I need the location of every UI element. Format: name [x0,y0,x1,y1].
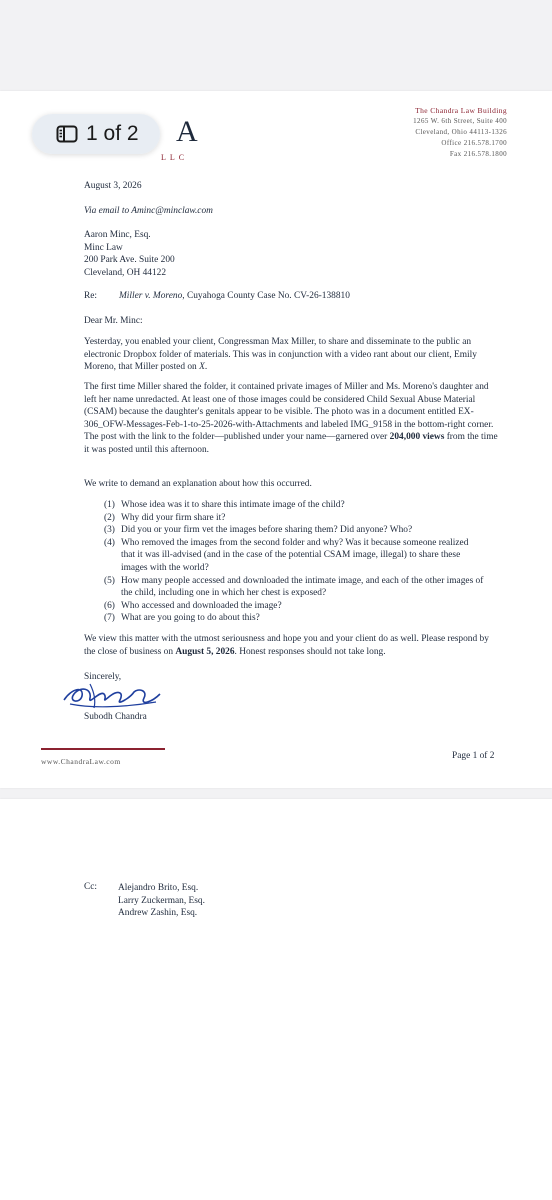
letterhead-address-line-1: 1265 W. 6th Street, Suite 400 [413,117,507,125]
paragraph-1-text: Yesterday, you enabled your client, Congressman Max Miller, to share and disseminate to the public an electronic Dropbox folder of materials. This was in conjunction with a video rant about our client, Emily Moreno, that Miller posted on [84,337,477,373]
question-number: (3) [104,525,115,536]
salutation: Dear Mr. Minc: [84,316,143,326]
recipient-block [84,229,175,279]
recipient-city: Cleveland, OH 44122 [84,267,167,278]
paragraph-1-end: . [204,362,208,373]
recipient-name: Aaron Minc, Esq. [84,230,151,240]
cc-recipient: Andrew Zashin, Esq. [118,908,198,919]
footer-url[interactable]: www.ChandraLaw.com [41,757,121,766]
question-number: (2) [104,512,115,523]
recipient-firm: Minc Law [84,242,123,253]
question-number: (5) [104,575,115,586]
signature-image [60,678,170,714]
re-label: Re: [84,291,98,301]
question-item [104,537,484,575]
question-text: Why did your firm share it? [121,512,226,523]
firm-logo-suffix: LLC [161,153,189,162]
question-item [104,499,484,512]
paragraph-4-deadline: August 5, 2026 [175,646,235,657]
letterhead-address [413,105,507,160]
question-number: (4) [104,537,115,548]
paragraph-4-end: . Honest responses should not take long. [234,646,386,657]
recipient-street: 200 Park Ave. Suite 200 [84,255,175,266]
question-text: What are you going to do about this? [121,613,260,624]
letterhead-office-phone: Office 216.578.1700 [441,139,507,147]
footer-rule [41,748,165,750]
paragraph-1-platform: X [199,362,205,373]
footer-page-number: Page 1 of 2 [452,751,495,761]
re-line [119,290,350,303]
letterhead-fax: Fax 216.578.1800 [449,150,507,158]
page-indicator-text: 1 of 2 [86,122,139,145]
re-case-number: , Cuyahoga County Case No. CV-26-138810 [182,291,350,301]
question-list [104,499,484,625]
question-text: How many people accessed and downloaded the intimate image, and each of the other images of the child, including one in which her chest is exposed? [121,575,484,599]
paragraph-1 [84,336,499,374]
question-item [104,612,484,625]
question-text: Who removed the images from the second folder and why? Was it because someone realized that it was ill-advised (and in the case of the potential CSAM image, illegal) to share these images with the world? [121,537,469,573]
paragraph-2 [84,381,499,457]
question-item [104,512,484,525]
question-text: Who accessed and downloaded the image? [121,600,282,611]
question-item [104,600,484,613]
page-indicator-pill[interactable] [32,114,160,154]
document-pages-icon [56,125,78,143]
closing: Sincerely, [84,672,122,682]
question-text: Did you or your firm vet the images before sharing them? Did anyone? Who? [121,525,413,536]
paragraph-4-text: We view this matter with the utmost seriousness and hope you and your client do as well. Please respond by the close of business on [84,634,489,657]
question-text: Whose idea was it to share this intimate image of the child? [121,500,345,510]
cc-recipient: Larry Zuckerman, Esq. [118,895,205,906]
question-number: (7) [104,613,115,624]
firm-logo: A [176,115,198,148]
cc-label: Cc: [84,882,98,892]
letter-page-2 [0,799,552,1200]
letter-via: Via email to Aminc@minclaw.com [84,206,213,216]
letterhead-address-line-2: Cleveland, Ohio 44113-1326 [415,128,507,136]
paragraph-2-views: 204,000 views [389,432,445,443]
question-item [104,575,484,600]
signer-name: Subodh Chandra [84,712,147,722]
paragraph-3: We write to demand an explanation about how this occurred. [84,479,312,489]
paragraph-2-end: from the time it was posted until this afternoon. [84,432,498,455]
re-case-name: Miller v. Moreno [119,291,183,301]
cc-recipient: Alejandro Brito, Esq. [118,883,199,893]
paragraph-4 [84,633,499,658]
letterhead-firm: The Chandra Law Building [415,106,507,115]
letter-date: August 3, 2026 [84,181,142,191]
question-number: (6) [104,600,115,611]
question-number: (1) [104,500,115,510]
question-item [104,524,484,537]
cc-list [118,882,205,920]
paragraph-2-text: The first time Miller shared the folder, it contained private images of Miller and Ms. Moreno's daughter and left her name unredacted. At least one of those images could be considered Child Sexual Abuse Material (CSAM) because the daughter's genitals appear to be visible. The photo was in a document entitled EX-306_OFW-Messages-Feb-1-to-25-2026-with-Attachments and labeled IMG_9158 in the bottom-right corner. The post with the link to the folder—published under your name—garnered over [84,382,494,443]
